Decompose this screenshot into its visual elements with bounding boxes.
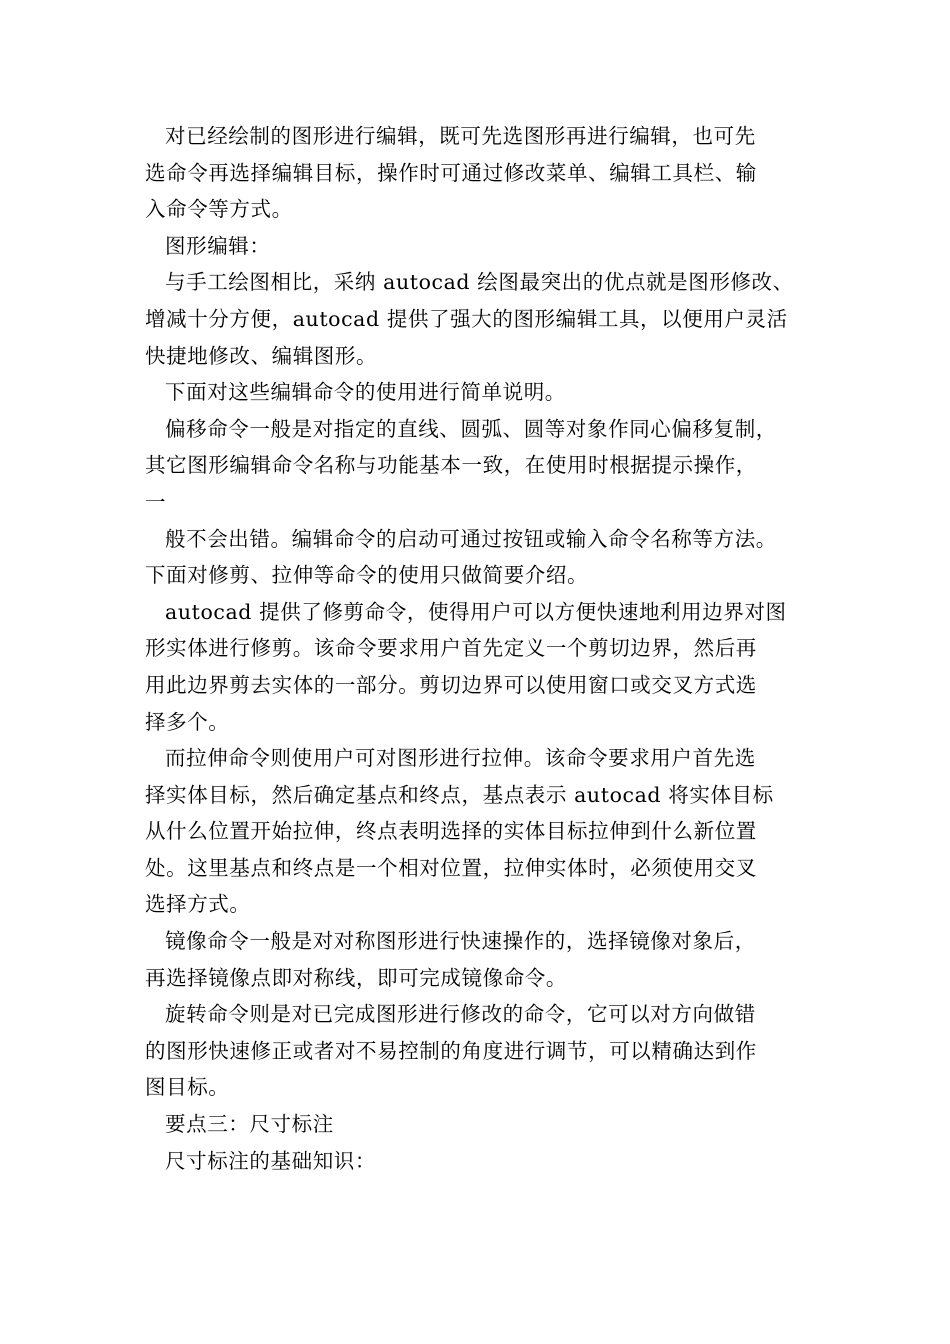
text-line: 镜像命令一般是对对称图形进行快速操作的，选择镜像对象后， xyxy=(165,929,756,954)
text-line: 择多个。 xyxy=(145,709,230,734)
section-heading: 图形编辑： xyxy=(165,233,271,258)
text-line: 形实体进行修剪。该命令要求用户首先定义一个剪切边界，然后再 xyxy=(145,636,757,661)
section-heading: 要点三：尺寸标注 xyxy=(165,1112,334,1137)
text-line: 图目标。 xyxy=(145,1075,230,1100)
text-line: 偏移命令一般是对指定的直线、圆弧、圆等对象作同心偏移复制， xyxy=(165,416,777,441)
text-line: 选择方式。 xyxy=(145,892,251,917)
text-line: 的图形快速修正或者对不易控制的角度进行调节，可以精确达到作 xyxy=(145,1038,757,1063)
text-line: 快捷地修改、编辑图形。 xyxy=(145,343,378,368)
text-line: 一 xyxy=(145,489,167,514)
text-line: 处。这里基点和终点是一个相对位置，拉伸实体时，必须使用交叉 xyxy=(145,855,757,880)
document-body xyxy=(145,118,825,1179)
text-line: 与手工绘图相比，采纳 autocad 绘图最突出的优点就是图形修改、 xyxy=(165,270,794,295)
text-line: 用此边界剪去实体的一部分。剪切边界可以使用窗口或交叉方式选 xyxy=(145,672,757,697)
text-line: 选命令再选择编辑目标，操作时可通过修改菜单、编辑工具栏、输 xyxy=(145,160,757,185)
text-line: autocad 提供了修剪命令，使得用户可以方便快速地利用边界对图 xyxy=(165,599,787,624)
text-line: 下面对这些编辑命令的使用进行简单说明。 xyxy=(165,380,566,405)
text-line: 般不会出错。编辑命令的启动可通过按钮或输入命令名称等方法。 xyxy=(165,526,777,551)
text-line: 择实体目标，然后确定基点和终点，基点表示 autocad 将实体目标 xyxy=(145,782,774,807)
text-line: 下面对修剪、拉伸等命令的使用只做简要介绍。 xyxy=(145,563,589,588)
text-line: 入命令等方式。 xyxy=(145,197,293,222)
text-line: 再选择镜像点即对称线，即可完成镜像命令。 xyxy=(145,965,567,990)
text-line: 从什么位置开始拉伸，终点表明选择的实体目标拉伸到什么新位置 xyxy=(145,819,757,844)
text-line: 增减十分方便，autocad 提供了强大的图形编辑工具，以便用户灵活 xyxy=(145,306,788,331)
text-line: 其它图形编辑命令名称与功能基本一致，在使用时根据提示操作， xyxy=(145,453,757,478)
text-line: 旋转命令则是对已完成图形进行修改的命令，它可以对方向做错 xyxy=(165,1002,756,1027)
text-line: 而拉伸命令则使用户可对图形进行拉伸。该命令要求用户首先选 xyxy=(165,746,756,771)
section-heading: 尺寸标注的基础知识： xyxy=(165,1148,376,1173)
text-line: 对已经绘制的图形进行编辑，既可先选图形再进行编辑，也可先 xyxy=(165,124,756,148)
